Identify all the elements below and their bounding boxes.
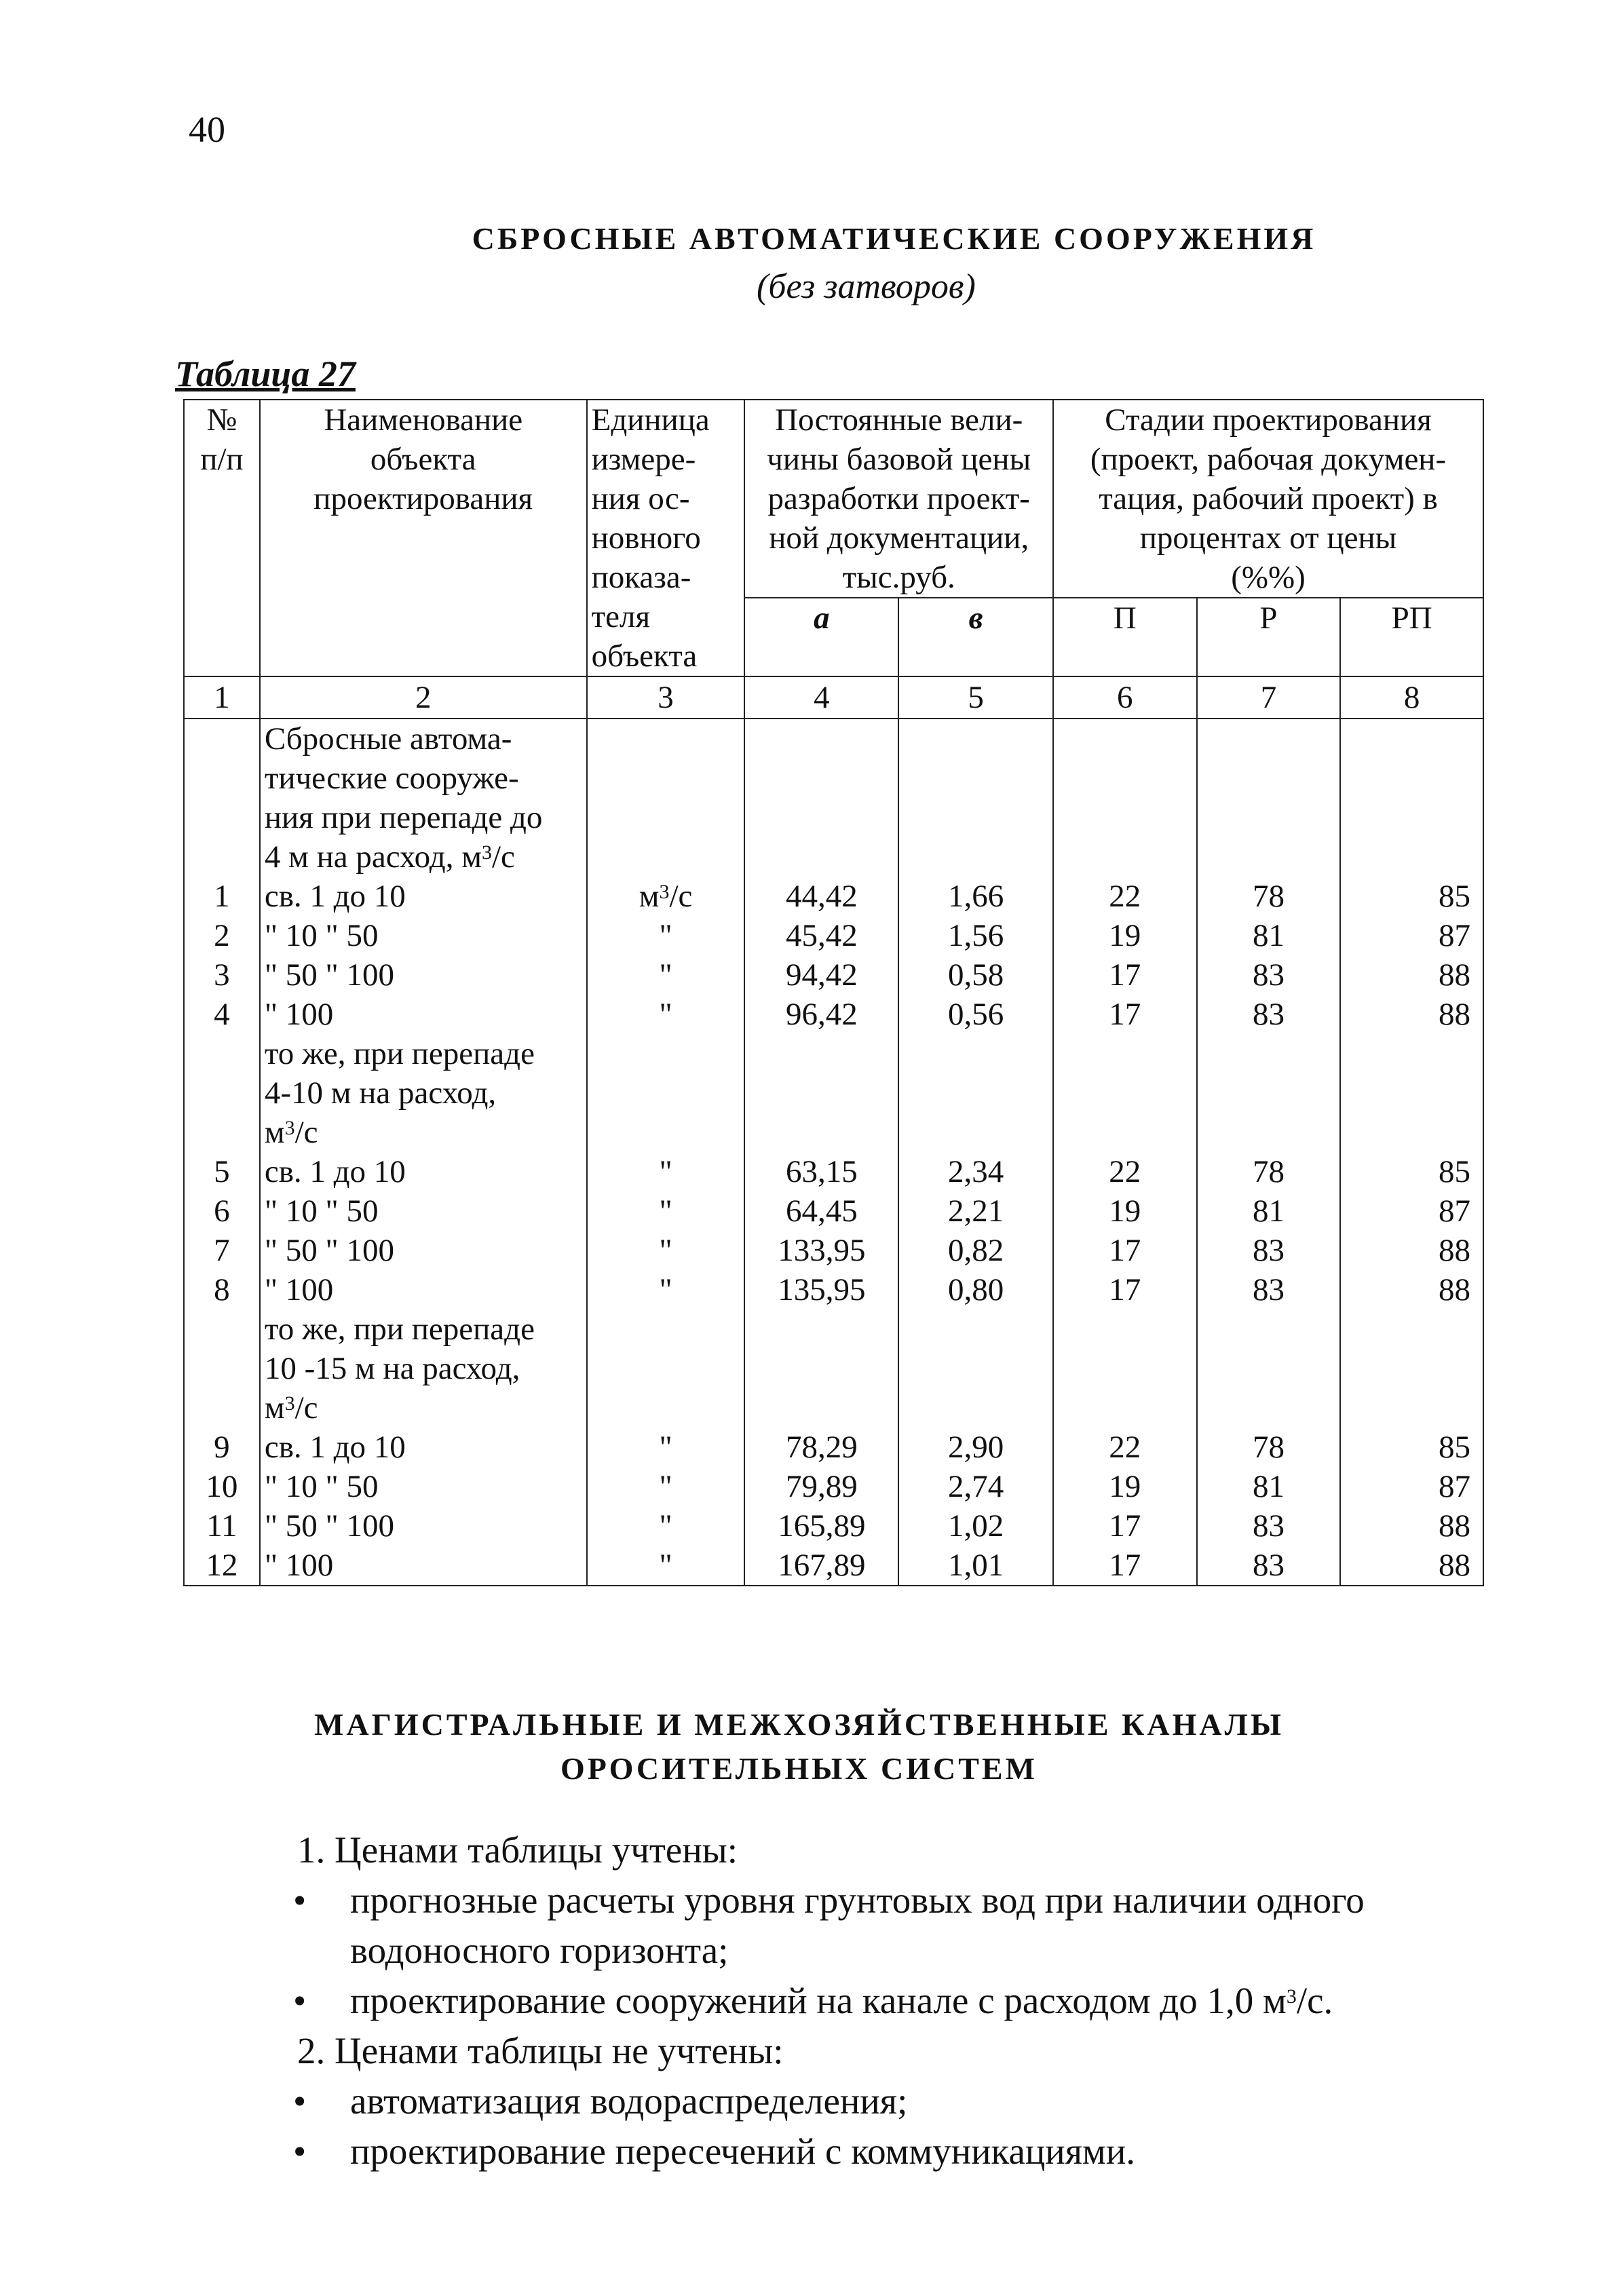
- table-cell-r: [1202, 719, 1336, 759]
- header-line: №: [206, 402, 237, 438]
- table-cell-a: [749, 837, 894, 877]
- table-cell-b: [903, 1309, 1048, 1349]
- table-cell-p: [1058, 798, 1192, 837]
- table-cell-unit: ": [659, 1233, 672, 1268]
- table-cell-name: " 50 " 100: [264, 957, 394, 993]
- bullet-item: [285, 1875, 1493, 1926]
- table-cell-rp: [1345, 798, 1470, 837]
- table-cell-b: 0,58: [948, 957, 1004, 993]
- table-cell-p: 22: [1109, 1154, 1141, 1189]
- body-col-rp: [1340, 719, 1483, 1586]
- table-cell-p: 19: [1109, 1469, 1141, 1504]
- table-cell-p: [1058, 759, 1192, 798]
- column-number-row: [184, 676, 1483, 719]
- table-cell-unit: ": [659, 1548, 672, 1583]
- table-cell-r: 78: [1252, 879, 1285, 914]
- table-cell-r: 81: [1252, 918, 1285, 953]
- table-cell-name: $м^3/с$: [264, 1390, 318, 1426]
- table-cell-b: 2,74: [948, 1469, 1004, 1504]
- table-cell-name: $м^3/с$: [264, 1115, 318, 1150]
- table-cell-b: [903, 719, 1048, 759]
- table-cell-n: 6: [214, 1193, 230, 1229]
- table-cell-unit: [592, 759, 740, 798]
- table-cell-a: [749, 1388, 894, 1428]
- table-cell-unit: [592, 798, 740, 837]
- table-cell-n: [189, 1034, 255, 1073]
- table-cell-name: " 50 " 100: [264, 1233, 394, 1268]
- table-cell-unit: [592, 1388, 740, 1428]
- table-cell-r: 78: [1252, 1154, 1285, 1189]
- table-cell-a: 78,29: [786, 1430, 858, 1465]
- table-cell-a: 96,42: [786, 997, 858, 1032]
- table-cell-a: [749, 1349, 894, 1388]
- column-number-cell: 3: [587, 676, 745, 719]
- header-line: измере-: [591, 442, 696, 477]
- header-line: Постоянные вели-: [775, 402, 1023, 438]
- table-cell-rp: [1345, 759, 1470, 798]
- table-cell-b: 2,90: [948, 1430, 1004, 1465]
- header-line: объекта: [370, 442, 476, 477]
- table-cell-a: [749, 1034, 894, 1073]
- header-line: (проект, рабочая докумен-: [1090, 442, 1447, 477]
- table-cell-n: [189, 837, 255, 877]
- body-col-b: [898, 719, 1053, 1586]
- table-cell-a: [749, 759, 894, 798]
- table-cell-a: [749, 1113, 894, 1152]
- body-col-name: [260, 719, 587, 1586]
- numbered-item: [285, 2026, 1493, 2076]
- table-cell-n: [189, 1073, 255, 1113]
- table-cell-unit: [592, 1073, 740, 1113]
- header-line: объекта: [591, 638, 698, 674]
- header-line: новного: [591, 520, 701, 556]
- table-cell-r: 81: [1252, 1193, 1285, 1229]
- header-price: [744, 400, 1053, 598]
- table-cell-name: тические сооруже-: [264, 761, 519, 796]
- table-cell-unit: ": [659, 1430, 672, 1465]
- table-cell-rp: [1345, 1073, 1470, 1113]
- header-sub-r: Р: [1197, 598, 1341, 676]
- table-cell-unit: ": [659, 918, 672, 953]
- header-line: теля: [591, 599, 651, 634]
- table-cell-a: 63,15: [786, 1154, 858, 1189]
- column-number-cell: 5: [898, 676, 1053, 719]
- section2-title-line1: МАГИСТРАЛЬНЫЕ И МЕЖХОЗЯЙСТВЕННЫЕ КАНАЛЫ: [313, 1707, 1285, 1742]
- column-number-cell: 8: [1340, 676, 1483, 719]
- table-cell-n: 2: [214, 918, 230, 953]
- table-cell-n: 5: [214, 1154, 230, 1189]
- table-cell-rp: 88: [1439, 957, 1470, 993]
- table-cell-name: то же, при перепаде: [264, 1036, 535, 1071]
- table-cell-a: 167,89: [778, 1548, 866, 1583]
- table-cell-rp: 85: [1439, 1430, 1470, 1465]
- header-stages: [1053, 400, 1483, 598]
- header-line: п/п: [200, 442, 244, 477]
- table-cell-r: 78: [1252, 1430, 1285, 1465]
- table-cell-unit: $м^3/с$: [639, 879, 693, 914]
- table-cell-b: 1,02: [948, 1508, 1004, 1544]
- table-cell-name: " 50 " 100: [264, 1508, 394, 1544]
- table-cell-p: 17: [1109, 997, 1141, 1032]
- bullet-icon: •: [293, 1879, 307, 1921]
- table-cell-r: [1202, 1349, 1336, 1388]
- table-cell-name: св. 1 до 10: [264, 879, 406, 914]
- bullet-item: [285, 2076, 1493, 2126]
- table-cell-rp: 87: [1439, 1193, 1470, 1229]
- table-cell-name: то же, при перепаде: [264, 1312, 535, 1347]
- table-cell-rp: 88: [1439, 1233, 1470, 1268]
- header-line: процентах от цены: [1139, 520, 1397, 556]
- table-cell-n: 9: [214, 1430, 230, 1465]
- body-col-p: [1053, 719, 1197, 1586]
- item-continuation: [285, 1926, 1493, 1976]
- table-cell-n: 7: [214, 1233, 230, 1268]
- header-line: разработки проект-: [767, 481, 1030, 516]
- table-cell-rp: [1345, 837, 1470, 877]
- table-cell-name: " 100: [264, 1548, 334, 1583]
- table-cell-p: [1058, 1113, 1192, 1152]
- bullet-item: [285, 2126, 1493, 2177]
- table-cell-unit: ": [659, 1272, 672, 1307]
- table-cell-unit: ": [659, 957, 672, 993]
- header-line: Наименование: [324, 402, 523, 438]
- table-cell-unit: ": [659, 1508, 672, 1544]
- table-cell-r: [1202, 759, 1336, 798]
- table-cell-unit: ": [659, 997, 672, 1032]
- header-line: тация, рабочий проект) в: [1099, 481, 1438, 516]
- table-cell-name: " 10 " 50: [264, 1469, 379, 1504]
- table-cell-p: 22: [1109, 1430, 1141, 1465]
- notes-list: [285, 1825, 1493, 2177]
- table-cell-name: 4 м на расход, $м^3/с$: [264, 839, 515, 875]
- table-cell-p: [1058, 1388, 1192, 1428]
- page-number: 40: [189, 109, 225, 150]
- table-caption: Таблица 27: [175, 353, 356, 394]
- body-col-a: [744, 719, 898, 1586]
- table-cell-r: [1202, 1309, 1336, 1349]
- table-cell-r: 83: [1252, 957, 1285, 993]
- note-text: прогнозные расчеты уровня грунтовых вод при наличии одного: [350, 1879, 1365, 1921]
- header-num: [184, 400, 260, 676]
- table-cell-p: 17: [1109, 957, 1141, 993]
- table-cell-name: ния при перепаде до: [264, 800, 543, 835]
- table-cell-r: [1202, 1388, 1336, 1428]
- bullet-item: [285, 1976, 1493, 2026]
- table-cell-name: св. 1 до 10: [264, 1430, 406, 1465]
- table-cell-a: 79,89: [786, 1469, 858, 1504]
- table-cell-name: св. 1 до 10: [264, 1154, 406, 1189]
- table-cell-n: [189, 1309, 255, 1349]
- table-cell-p: [1058, 1309, 1192, 1349]
- table-cell-n: 11: [206, 1508, 237, 1544]
- table-cell-p: [1058, 1034, 1192, 1073]
- header-line: чины базовой цены: [767, 442, 1031, 477]
- header-sub-p: П: [1053, 598, 1197, 676]
- table-cell-a: 133,95: [778, 1233, 866, 1268]
- header-sub-a: а: [744, 598, 898, 676]
- table-cell-rp: 87: [1439, 918, 1470, 953]
- table-cell-p: 17: [1109, 1272, 1141, 1307]
- table-cell-rp: [1345, 1349, 1470, 1388]
- table-cell-rp: 88: [1439, 1548, 1470, 1583]
- table-cell-r: [1202, 837, 1336, 877]
- table-cell-b: 1,66: [948, 879, 1004, 914]
- bullet-icon: •: [293, 2080, 307, 2122]
- bullet-icon: •: [293, 2130, 307, 2172]
- table-cell-b: [903, 837, 1048, 877]
- numbered-item: [285, 1825, 1493, 1875]
- bullet-icon: •: [293, 1980, 307, 2021]
- table-cell-name: Сбросные автома-: [264, 721, 512, 757]
- table-cell-b: [903, 1113, 1048, 1152]
- table-cell-a: [749, 719, 894, 759]
- table-cell-r: 83: [1252, 1233, 1285, 1268]
- table-cell-a: [749, 1073, 894, 1113]
- header-line: ния ос-: [591, 481, 690, 516]
- table-cell-r: 83: [1252, 1508, 1285, 1544]
- table-cell-a: 135,95: [778, 1272, 866, 1307]
- table-cell-n: [189, 798, 255, 837]
- table-cell-unit: ": [659, 1193, 672, 1229]
- table-cell-rp: 85: [1439, 1154, 1470, 1189]
- column-number-cell: 2: [260, 676, 587, 719]
- table-cell-a: 94,42: [786, 957, 858, 993]
- table-cell-p: 17: [1109, 1548, 1141, 1583]
- table-cell-rp: 87: [1439, 1469, 1470, 1504]
- table-cell-unit: [592, 1309, 740, 1349]
- header-line: проектирования: [313, 481, 533, 516]
- table-cell-r: [1202, 1113, 1336, 1152]
- table-cell-unit: [592, 1349, 740, 1388]
- note-text: 2. Ценами таблицы не учтены:: [297, 2030, 784, 2071]
- table-cell-p: [1058, 719, 1192, 759]
- note-text: проектирование пересечений с коммуникациями.: [350, 2130, 1136, 2172]
- table-cell-name: " 10 " 50: [264, 918, 379, 953]
- table-cell-p: 17: [1109, 1508, 1141, 1544]
- table-cell-p: [1058, 1349, 1192, 1388]
- table-cell-a: 45,42: [786, 918, 858, 953]
- table-cell-rp: 88: [1439, 997, 1470, 1032]
- table-cell-rp: [1345, 1309, 1470, 1349]
- table-cell-n: [189, 759, 255, 798]
- table-cell-b: [903, 1034, 1048, 1073]
- table-cell-rp: 85: [1439, 879, 1470, 914]
- column-number-cell: 6: [1053, 676, 1197, 719]
- table-cell-n: 1: [214, 879, 230, 914]
- header-line: ной документации,: [769, 520, 1029, 556]
- table-cell-rp: [1345, 1388, 1470, 1428]
- note-text: автоматизация водораспределения;: [350, 2080, 908, 2122]
- table-cell-p: 22: [1109, 879, 1141, 914]
- table-cell-p: [1058, 1073, 1192, 1113]
- section-title: СБРОСНЫЕ АВТОМАТИЧЕСКИЕ СООРУЖЕНИЯ: [472, 221, 1316, 256]
- table-cell-r: 83: [1252, 1272, 1285, 1307]
- header-unit: [587, 400, 745, 676]
- note-text: водоносного горизонта;: [350, 1930, 729, 1971]
- column-number-cell: 7: [1197, 676, 1341, 719]
- table-cell-b: 1,56: [948, 918, 1004, 953]
- table-cell-p: 17: [1109, 1233, 1141, 1268]
- header-line: (%%): [1231, 560, 1306, 595]
- table-cell-n: 3: [214, 957, 230, 993]
- table-cell-rp: [1345, 1034, 1470, 1073]
- table-cell-p: 19: [1109, 1193, 1141, 1229]
- table-cell-b: [903, 1073, 1048, 1113]
- table-cell-rp: 88: [1439, 1508, 1470, 1544]
- table-cell-r: 83: [1252, 1548, 1285, 1583]
- table-cell-b: 0,80: [948, 1272, 1004, 1307]
- table-cell-n: 4: [214, 997, 230, 1032]
- table-cell-p: [1058, 837, 1192, 877]
- body-col-num: [184, 719, 260, 1586]
- table-cell-a: [749, 1309, 894, 1349]
- price-table: [183, 399, 1484, 1586]
- table-cell-n: 8: [214, 1272, 230, 1307]
- table-body-row: [184, 719, 1483, 1586]
- table-cell-n: [189, 1349, 255, 1388]
- table-cell-b: 1,01: [948, 1548, 1004, 1583]
- table-cell-unit: [592, 837, 740, 877]
- table-cell-r: 81: [1252, 1469, 1285, 1504]
- table-cell-name: 10 -15 м на расход,: [264, 1351, 520, 1386]
- table-cell-b: 0,56: [948, 997, 1004, 1032]
- table-cell-name: " 10 " 50: [264, 1193, 379, 1229]
- column-number-cell: 4: [744, 676, 898, 719]
- table-cell-b: [903, 1388, 1048, 1428]
- header-sub-rp: РП: [1340, 598, 1483, 676]
- table-cell-b: 2,21: [948, 1193, 1004, 1229]
- table-cell-r: [1202, 798, 1336, 837]
- table-cell-unit: [592, 1034, 740, 1073]
- table-cell-unit: ": [659, 1469, 672, 1504]
- column-number-cell: 1: [184, 676, 260, 719]
- table-cell-n: 10: [206, 1469, 238, 1504]
- note-text: 1. Ценами таблицы учтены:: [297, 1829, 738, 1871]
- table-cell-r: 83: [1252, 997, 1285, 1032]
- note-text: проектирование сооружений на канале с расходом до 1,0 $м^3/с$.: [350, 1980, 1333, 2021]
- table-cell-name: " 100: [264, 997, 334, 1032]
- table-cell-rp: 88: [1439, 1272, 1470, 1307]
- table-cell-a: 44,42: [786, 879, 858, 914]
- table-cell-p: 19: [1109, 918, 1141, 953]
- body-col-r: [1197, 719, 1341, 1586]
- table-cell-a: 64,45: [786, 1193, 858, 1229]
- table-cell-rp: [1345, 1113, 1470, 1152]
- table-cell-unit: ": [659, 1154, 672, 1189]
- table-cell-b: 2,34: [948, 1154, 1004, 1189]
- table-cell-r: [1202, 1034, 1336, 1073]
- section-subtitle: (без затворов): [757, 267, 976, 306]
- body-col-unit: [587, 719, 745, 1586]
- table-cell-a: [749, 798, 894, 837]
- table-cell-r: [1202, 1073, 1336, 1113]
- header-name: [260, 400, 587, 676]
- table-cell-n: [189, 719, 255, 759]
- table-cell-b: [903, 759, 1048, 798]
- table-cell-n: [189, 1113, 255, 1152]
- section2-title-line2: ОРОСИТЕЛЬНЫХ СИСТЕМ: [560, 1751, 1038, 1786]
- header-line: показа-: [591, 560, 691, 595]
- header-line: Единица: [591, 402, 710, 438]
- table-cell-name: 4-10 м на расход,: [264, 1075, 497, 1111]
- table-cell-rp: [1345, 719, 1470, 759]
- table-cell-a: 165,89: [778, 1508, 866, 1544]
- table-cell-b: 0,82: [948, 1233, 1004, 1268]
- table-cell-n: 12: [206, 1548, 238, 1583]
- table-cell-unit: [592, 719, 740, 759]
- table-cell-b: [903, 1349, 1048, 1388]
- table-cell-b: [903, 798, 1048, 837]
- header-sub-b: в: [898, 598, 1053, 676]
- table-cell-name: " 100: [264, 1272, 334, 1307]
- table-cell-n: [189, 1388, 255, 1428]
- header-line: Стадии проектирования: [1105, 402, 1432, 438]
- table-cell-unit: [592, 1113, 740, 1152]
- header-line: тыс.руб.: [842, 560, 955, 595]
